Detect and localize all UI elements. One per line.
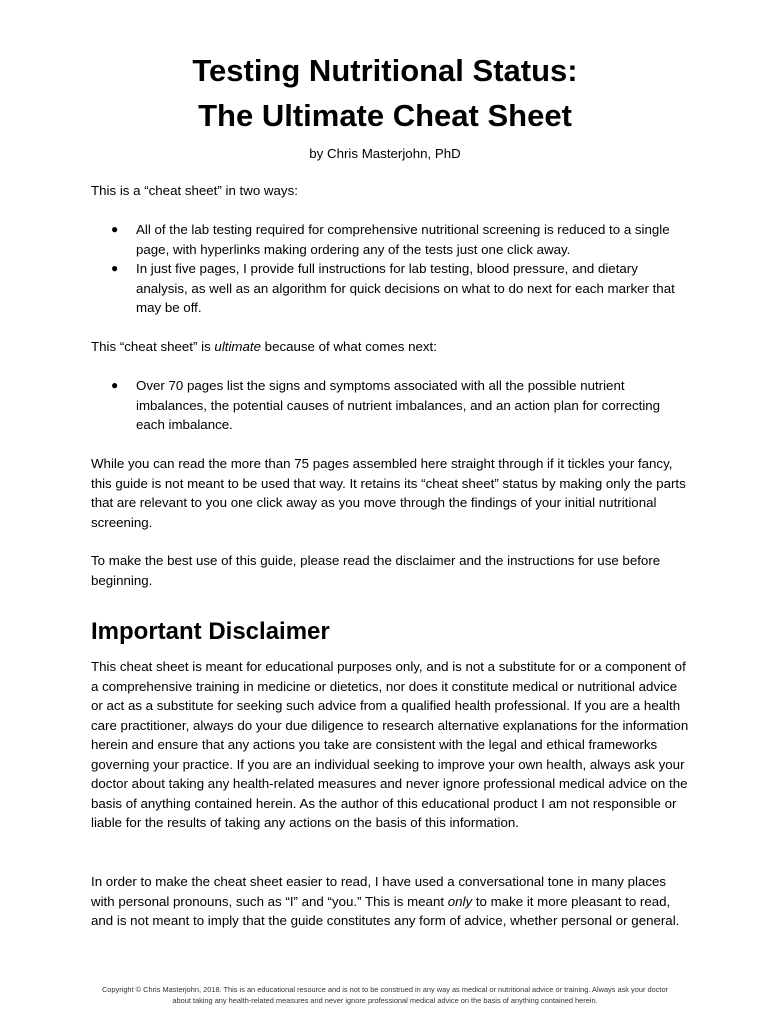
- reading-paragraph: While you can read the more than 75 pages assembled here straight through if it tickles your fancy, this guide is not meant to be used that way. It retains its “cheat sheet” status by making only the parts that are relevant to you one click away as you move through the findings of your initial nutritional screening.: [91, 456, 686, 530]
- bullet-list-next: [91, 376, 691, 435]
- disclaimer-paragraph: This cheat sheet is meant for educational purposes only, and is not a substitute for or a component of a comprehensive training in medicine or dietetics, nor does it constitute medical or nutritional advice or act as a substitute for seeking such advice from a qualified health professional. If you are a health care practitioner, always do your due diligence to research alternative explanations for the information herein and ensure that any actions you take are consistent with the legal and ethical frameworks governing your practice. If you are an individual seeking to improve your own health, always ask your doctor about taking any health-related measures and never ignore professional medical advice on the basis of anything contained herein. As the author of this educational product I am not responsible or liable for the results of taking any actions on the basis of this information.: [91, 659, 689, 830]
- best-use-paragraph: To make the best use of this guide, please read the disclaimer and the instructions for use before beginning.: [91, 553, 661, 588]
- copyright-footer: [0, 984, 770, 1006]
- ultimate-emphasis: ultimate: [214, 339, 261, 354]
- ultimate-text-after: because of what comes next:: [260, 339, 437, 354]
- bullet-icon: ●: [111, 261, 119, 275]
- tone-emphasis: only: [447, 893, 473, 909]
- tone-paragraph: [91, 872, 691, 931]
- tone-text-after: to make it more pleasant to read, and is not meant to imply that the guide constitutes any form of advice, whether personal or general.: [91, 893, 680, 928]
- bullet-icon: ●: [111, 222, 119, 236]
- disclaimer-heading: Important Disclaimer: [91, 618, 330, 645]
- footer-line-2: about taking any health-related measures and never ignore professional medical advice on the basis of anything contained herein.: [172, 996, 598, 1005]
- list-item: [91, 220, 691, 259]
- byline: by Chris Masterjohn, PhD: [309, 146, 461, 161]
- bullet-list-ways: [91, 220, 691, 318]
- intro-paragraph: This is a “cheat sheet” in two ways:: [91, 183, 298, 198]
- title-line-1: Testing Nutritional Status:: [192, 53, 578, 88]
- bullet-icon: ●: [111, 378, 119, 392]
- list-item: [91, 259, 691, 318]
- footer-line-1: Copyright © Chris Masterjohn, 2018. This is an educational resource and is not to be construed in any way as medical or nutritional advice or training. Always ask your doctor: [101, 985, 669, 994]
- title-line-2: The Ultimate Cheat Sheet: [198, 98, 572, 133]
- list-item: [91, 376, 691, 435]
- list-item-text: In just five pages, I provide full instructions for lab testing, blood pressure, and dietary analysis, as well as an algorithm for quick decisions on what to do next for each marker that may be off.: [136, 261, 675, 315]
- tone-text-before: In order to make the cheat sheet easier to read, I have used a conversational tone in many places with personal pronouns, such as “I” and “you.” This is meant: [91, 874, 667, 909]
- list-item-text: Over 70 pages list the signs and symptoms associated with all the possible nutrient imbalances, the potential causes of nutrient imbalances, and an action plan for correcting each imbalance.: [136, 378, 661, 432]
- ultimate-text-before: This “cheat sheet” is: [91, 339, 215, 354]
- ultimate-paragraph: [91, 337, 691, 357]
- list-item-text: All of the lab testing required for comprehensive nutritional screening is reduced to a single page, with hyperlinks making ordering any of the tests just one click away.: [136, 222, 670, 257]
